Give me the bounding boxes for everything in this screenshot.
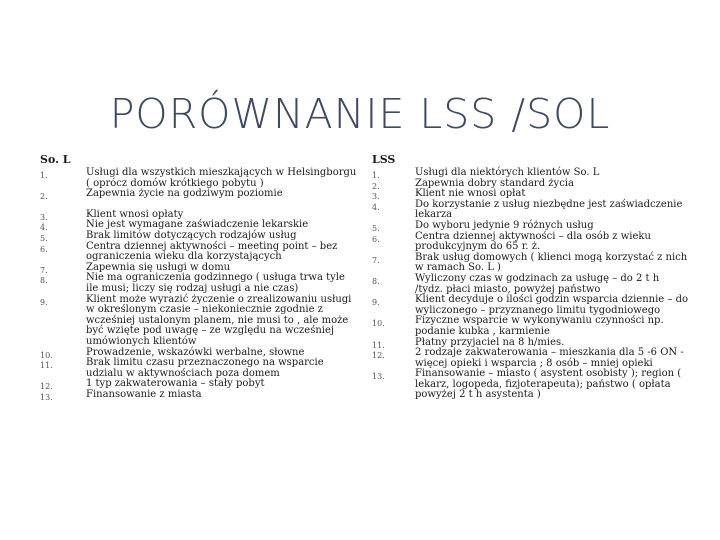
item-text: Brak limitów dotyczących rodzajów usług — [86, 229, 297, 241]
item-text: 1 typ zakwaterowania – stały pobyt — [86, 378, 265, 390]
item-text: Prowadzenie, wskazówki werbalne, słowne — [86, 346, 305, 358]
list-item — [372, 295, 690, 316]
lss-column — [372, 153, 690, 401]
item-number: 9. — [40, 297, 48, 307]
item-number: 4. — [372, 202, 380, 212]
lss-heading: LSS — [372, 153, 396, 166]
sol-column — [40, 153, 358, 400]
item-number: 6. — [372, 234, 380, 244]
item-number: 6. — [40, 244, 48, 254]
item-text: Klient decyduje o ilości godzin wsparcia dziennie – do wyliczonego – przyznanego limitu tygodniowego — [415, 294, 689, 316]
item-text: Do wyboru jedynie 9 różnych usług — [415, 219, 594, 231]
item-number: 1. — [372, 171, 380, 180]
item-number: 7. — [40, 265, 48, 275]
item-text: Płatny przyjaciel na 8 h/mies. — [415, 336, 565, 348]
list-item — [40, 295, 358, 348]
list-item — [372, 232, 690, 253]
item-number: 8. — [40, 276, 48, 286]
item-text: Centra dziennej aktywności – meeting point – bez ograniczenia wieku dla korzystających — [86, 240, 338, 263]
item-text: Zapewnia dobry standard życia — [415, 177, 574, 189]
list-item — [40, 390, 358, 401]
item-text: Wyliczony czas w godzinach za usługę – do 2 t h /tydz. płaci miasto, powyżej państwo — [415, 272, 660, 295]
item-number: 5. — [40, 233, 48, 243]
item-number: 4. — [40, 223, 48, 233]
list-item — [40, 242, 358, 263]
item-number: 1. — [40, 171, 48, 180]
item-number: 2. — [40, 192, 48, 202]
sol-list — [40, 168, 358, 400]
item-number: 3. — [40, 212, 48, 222]
item-text: Finansowanie z miasta — [86, 388, 202, 400]
slide-title: PORÓWNANIE LSS /SOL — [109, 90, 611, 138]
item-number: 7. — [372, 255, 380, 265]
item-text: 2 rodzaje zakwaterowania – mieszkania dla 5 -6 ON - więcej opieki i wsparcia ; 8 osób – mniej opieki — [415, 347, 684, 369]
item-text: Brak limitu czasu przeznaczonego na wsparcie udzialu w aktywnościach poza domem — [86, 357, 324, 379]
list-item — [40, 273, 358, 294]
item-number: 13. — [372, 372, 385, 382]
item-number: 11. — [40, 361, 53, 371]
item-number: 10. — [372, 319, 385, 329]
item-text: Nie ma ograniczenia godzinnego ( usługa trwa tyle ile musi; liczy się rodzaj usługi a nie czas) — [86, 272, 345, 294]
item-text: Zapewnia się usługi w domu — [86, 261, 231, 273]
item-text: Usługi dla wszystkich mieszkających w Helsingborgu ( oprócz domów krótkiego pobytu ) — [86, 167, 357, 189]
item-number: 2. — [372, 181, 380, 191]
list-item — [372, 274, 690, 295]
list-item — [40, 358, 358, 379]
item-number: 12. — [372, 351, 385, 361]
item-number: 3. — [372, 192, 380, 202]
sol-heading: So. L — [40, 153, 71, 166]
item-text: Klient nie wnosi opłat — [415, 188, 526, 200]
item-text: Zapewnia życie na godziwym poziomie — [86, 188, 283, 200]
item-text: Do korzystanie z usług niezbędne jest zaświadczenie lekarza — [415, 198, 683, 221]
item-number: 10. — [40, 350, 53, 360]
list-item — [40, 168, 358, 189]
item-text: Klient wnosi opłaty — [86, 208, 184, 220]
list-item — [372, 221, 690, 232]
item-number: 13. — [40, 392, 53, 402]
item-number: 5. — [372, 223, 380, 233]
list-item — [372, 200, 690, 221]
item-text: Brak usług domowych ( klienci mogą korzystać z nich w ramach So. L ) — [415, 251, 688, 274]
item-number: 11. — [372, 340, 385, 350]
item-text: Fizyczne wsparcie w wykonywaniu czynności np. podanie kubka , karmienie — [415, 315, 664, 337]
list-item — [40, 189, 358, 200]
list-item — [372, 168, 690, 179]
item-number: 9. — [372, 298, 380, 308]
list-item — [372, 316, 690, 337]
item-text: Centra dziennej aktywności – dla osób z wieku produkcyjnym do 65 r. ż. — [415, 230, 651, 253]
item-text: Finansowanie – miasto ( asystent osobisty ); region ( lekarz, logopeda, fizjoterapeuta); państwo ( opłata powyżej 2 t h asystenta ) — [415, 368, 682, 401]
item-text: Usługi dla niektórych klientów So. L — [415, 167, 600, 178]
lss-list — [372, 168, 690, 401]
list-item — [372, 348, 690, 369]
item-number: 12. — [40, 382, 53, 392]
item-text: Klient może wyrazić życzenie o zrealizowaniu usługi w określonym czasie – niekoniecznie zgodnie z wcześniej ustalonym planem, nie musi to , ale może być wzięte pod uwagę – ze względu na wcześniej umówionych klientów — [86, 293, 352, 347]
list-item — [372, 369, 690, 401]
item-text: Nie jest wymagane zaświadczenie lekarskie — [86, 219, 309, 231]
item-number: 8. — [372, 276, 380, 286]
list-item — [372, 253, 690, 274]
list-item — [40, 231, 358, 242]
